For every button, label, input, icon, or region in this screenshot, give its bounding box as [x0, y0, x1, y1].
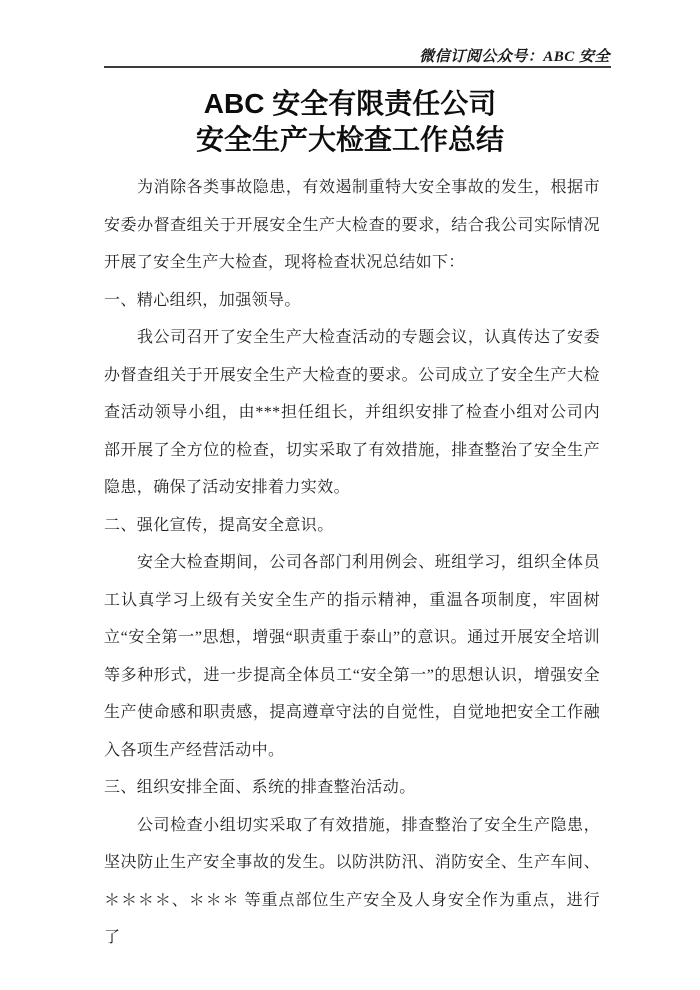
header-watermark-text: 微信订阅公众号：ABC 安全: [419, 49, 610, 65]
doc-title-company: ABC 安全有限责任公司: [203, 88, 497, 119]
section-1-paragraph: 我公司召开了安全生产大检查活动的专题会议，认真传达了安委办督查组关于开展安全生产大检查的要求。公司成立了安全生产大检查活动领导小组，由***担任组长，并组织安排了检查小组对公司内部开展了全方位的检查，切实采取了有效措施，排查整治了安全生产隐患，确保了活动安排着力实效。: [104, 329, 600, 496]
section-3-heading: 三、组织安排全面、系统的排查整治活动。: [104, 779, 416, 796]
intro-paragraph: 为消除各类事故隐患，有效遏制重特大安全事故的发生，根据市安委办督查组关于开展安全生产大检查的要求，结合我公司实际情况开展了安全生产大检查，现将检查状况总结如下：: [104, 179, 600, 271]
section-2-heading: 二、强化宣传，提高安全意识。: [104, 516, 334, 534]
doc-body: [104, 169, 600, 957]
header-rule: [104, 66, 611, 68]
doc-title-subject: 安全生产大检查工作总结: [195, 124, 504, 155]
section-3-paragraph: 公司检查小组切实采取了有效措施，排查整治了安全生产隐患，坚决防止生产安全事故的发生。以防洪防汛、消防安全、生产车间、＊＊＊＊、＊＊＊ 等重点部位生产安全及人身安全作为重点，进行了: [104, 816, 600, 946]
doc-title: [0, 86, 700, 158]
section-1-heading: 一、精心组织，加强领导。: [104, 291, 301, 309]
section-2-paragraph: 安全大检查期间，公司各部门利用例会、班组学习，组织全体员工认真学习上级有关安全生产的指示精神，重温各项制度，牢固树立“安全第一”思想，增强“职责重于泰山”的意识。通过开展安全培训等多种形式，进一步提高全体员工“安全第一”的思想认识，增强安全生产使命感和职责感，提高遵章守法的自觉性，自觉地把安全工作融入各项生产经营活动中。: [104, 554, 600, 759]
